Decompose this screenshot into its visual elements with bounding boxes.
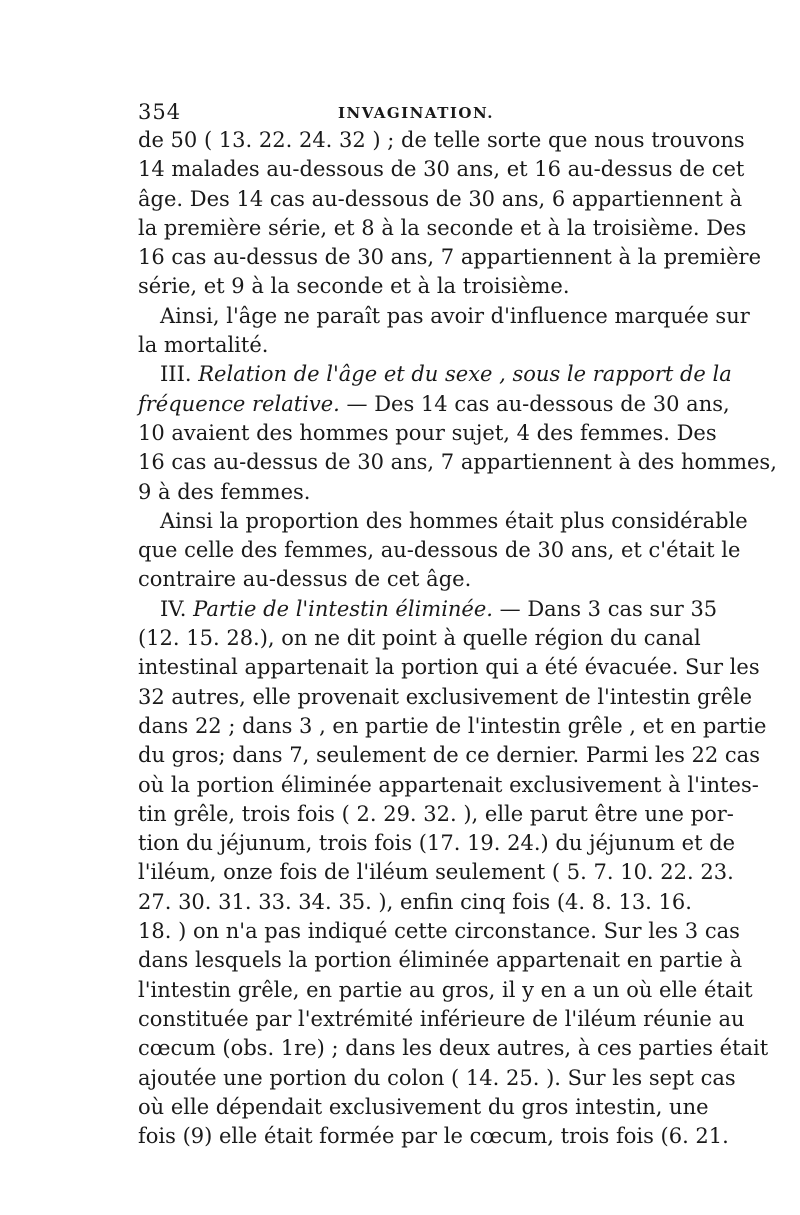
- line-text: la mortalité.: [138, 333, 269, 358]
- page-number: 354: [138, 100, 182, 124]
- line-text: dans lesquels la portion éliminée appartenait en partie à: [138, 948, 743, 973]
- text-line: [138, 536, 741, 565]
- line-text: contraire au-dessus de cet âge.: [138, 567, 472, 592]
- text-line: [138, 185, 743, 214]
- text-line: [138, 829, 736, 858]
- text-line: [138, 507, 748, 536]
- text-line: [138, 448, 777, 477]
- text-line: [138, 976, 753, 1005]
- line-text: intestinal appartenait la portion qui a été évacuée. Sur les: [138, 655, 760, 680]
- text-line: [138, 272, 674, 301]
- italic-heading: Relation de l'âge et du sexe , sous le rapport de la: [198, 362, 732, 387]
- line-text: IV.: [160, 596, 194, 621]
- text-line: [138, 390, 730, 419]
- running-head: INVAGINATION.: [338, 104, 494, 122]
- line-text: Ainsi, l'âge ne paraît pas avoir d'influence marquée sur: [160, 303, 750, 328]
- text-line: [138, 565, 674, 594]
- italic-heading: fréquence relative.: [138, 391, 340, 416]
- line-text: cœcum (obs. 1re) ; dans les deux autres, à ces parties était: [138, 1036, 769, 1061]
- text-line: [138, 1093, 709, 1122]
- text-line: [138, 624, 701, 653]
- line-text: 16 cas au-dessus de 30 ans, 7 appartiennent à des hommes,: [138, 450, 777, 475]
- line-text: âge. Des 14 cas au-dessous de 30 ans, 6 appartiennent à: [138, 186, 743, 211]
- line-text: ajoutée une portion du colon ( 14. 25. ). Sur les sept cas: [138, 1065, 736, 1090]
- line-text: fois (9) elle était formée par le cœcum, trois fois (6. 21.: [138, 1124, 729, 1149]
- line-text: que celle des femmes, au-dessous de 30 ans, et c'était le: [138, 538, 741, 563]
- text-line: [138, 712, 767, 741]
- text-line: [138, 243, 762, 272]
- line-text: série, et 9 à la seconde et à la troisième.: [138, 274, 570, 299]
- line-text: où la portion éliminée appartenait exclusivement à l'intes-: [138, 772, 759, 797]
- text-line: [138, 155, 745, 184]
- text-line: [138, 683, 753, 712]
- text-line: [138, 595, 718, 624]
- text-line: [138, 917, 740, 946]
- text-line: [138, 331, 674, 360]
- line-text: 32 autres, elle provenait exclusivement de l'intestin grêle: [138, 684, 753, 709]
- line-text: 27. 30. 31. 33. 34. 35. ), enfin cinq fois (4. 8. 13. 16.: [138, 889, 692, 914]
- text-line: [138, 1034, 769, 1063]
- line-text: tin grêle, trois fois ( 2. 29. 32. ), elle parut être une por-: [138, 801, 734, 826]
- line-text: Ainsi la proportion des hommes était plus considérable: [160, 508, 748, 533]
- line-text: 9 à des femmes.: [138, 479, 311, 504]
- line-text: 14 malades au-dessous de 30 ans, et 16 au-dessus de cet: [138, 157, 745, 182]
- line-text: 10 avaient des hommes pour sujet, 4 des femmes. Des: [138, 420, 717, 445]
- text-line: [138, 1122, 729, 1151]
- text-line: [138, 1005, 745, 1034]
- text-line: [138, 771, 759, 800]
- text-line: [138, 741, 760, 770]
- text-line: [138, 360, 732, 389]
- line-text: la première série, et 8 à la seconde et à la troisième. Des: [138, 215, 747, 240]
- text-line: [138, 126, 745, 155]
- line-text: 18. ) on n'a pas indiqué cette circonstance. Sur les 3 cas: [138, 919, 740, 944]
- text-line: [138, 214, 747, 243]
- text-line: [138, 1064, 736, 1093]
- text-line: [138, 888, 692, 917]
- line-text: 16 cas au-dessus de 30 ans, 7 appartiennent à la première: [138, 245, 762, 270]
- text-line: [138, 946, 743, 975]
- text-line: [138, 858, 734, 887]
- text-line: [138, 302, 750, 331]
- line-text: (12. 15. 28.), on ne dit point à quelle région du canal: [138, 626, 701, 651]
- text-line: [138, 478, 674, 507]
- line-text: — Dans 3 cas sur 35: [492, 596, 718, 621]
- line-text: du gros; dans 7, seulement de ce dernier. Parmi les 22 cas: [138, 743, 760, 768]
- line-text: où elle dépendait exclusivement du gros intestin, une: [138, 1094, 709, 1119]
- body-text: [138, 126, 777, 1151]
- line-text: l'intestin grêle, en partie au gros, il y en a un où elle était: [138, 977, 753, 1002]
- italic-heading: Partie de l'intestin éliminée.: [193, 596, 493, 621]
- line-text: tion du jéjunum, trois fois (17. 19. 24.) du jéjunum et de: [138, 831, 736, 856]
- text-line: [138, 653, 760, 682]
- line-text: constituée par l'extrémité inférieure de l'iléum réunie au: [138, 1006, 745, 1031]
- line-text: l'iléum, onze fois de l'iléum seulement ( 5. 7. 10. 22. 23.: [138, 860, 734, 885]
- line-text: III.: [160, 362, 199, 387]
- line-text: — Des 14 cas au-dessous de 30 ans,: [339, 391, 730, 416]
- line-text: de 50 ( 13. 22. 24. 32 ) ; de telle sorte que nous trouvons: [138, 128, 745, 152]
- text-line: [138, 800, 734, 829]
- text-line: [138, 419, 717, 448]
- line-text: dans 22 ; dans 3 , en partie de l'intestin grêle , et en partie: [138, 713, 767, 738]
